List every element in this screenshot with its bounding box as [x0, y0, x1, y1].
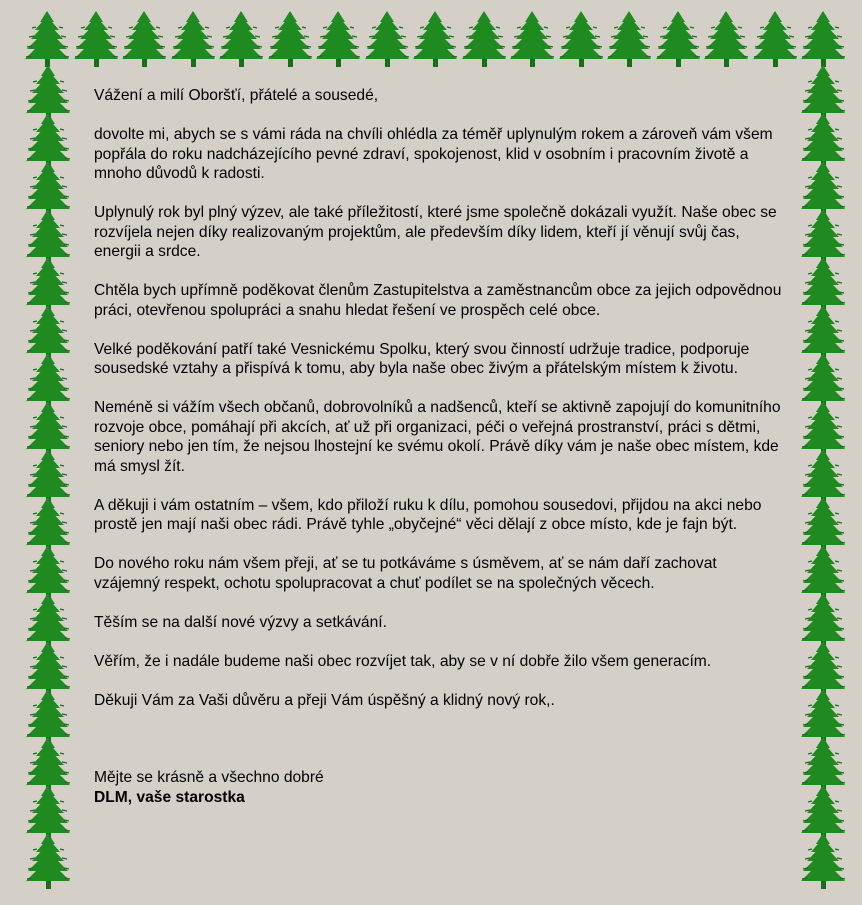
fir-tree-icon: [752, 10, 798, 68]
letter-paragraph: Děkuji Vám za Vaši důvěru a přeji Vám úspěšný a klidný nový rok,.: [94, 691, 555, 709]
letter-paragraph: Do nového roku nám všem přeji, ať se tu potkáváme s úsměvem, ať se nám daří zachovat vzájemný respekt, ochotu spolupracovat a chuť podílet se na společných věcech.: [94, 555, 717, 592]
fir-tree-icon: [121, 10, 167, 68]
fir-tree-icon: [24, 10, 70, 68]
letter-body: [94, 86, 784, 807]
letter-signoff: [94, 768, 784, 807]
fir-tree-icon: [509, 10, 555, 68]
fir-tree-icon: [606, 10, 652, 68]
fir-tree-icon: [25, 832, 71, 890]
letter-paragraph: Těším se na další nové výzvy a setkávání.: [94, 613, 387, 631]
fir-tree-icon: [655, 10, 701, 68]
letter-closing: Mějte se krásně a všechno dobré: [94, 769, 324, 786]
fir-tree-icon: [703, 10, 749, 68]
fir-tree-icon: [364, 10, 410, 68]
letter-greeting: Vážení a milí Oboršťí, přátelé a sousedé,: [94, 87, 379, 104]
letter-paragraph: A děkuji i vám ostatním – všem, kdo přiloží ruku k dílu, pomohou sousedovi, přijdou na akci nebo prostě jen mají naši obec rádi. Právě tyhle „obyčejné“ věci dělají z obce místo, kde je fajn být.: [94, 496, 762, 533]
fir-tree-icon: [218, 10, 264, 68]
fir-tree-icon: [73, 10, 119, 68]
letter-paragraph: Uplynulý rok byl plný výzev, ale také příležitostí, které jsme společně dokázali využít. Naše obec se rozvíjela nejen díky realizovaným projektům, ale především díky lidem, kteří jí věnují svůj čas, energii a srdce.: [94, 204, 777, 260]
letter-paragraph: Neméně si vážím všech občanů, dobrovolníků a nadšenců, kteří se aktivně zapojují do komunitního rozvoje obce, pomáhají při akcích, ať už při organizaci, péči o veřejná prostranství, práci s dětmi, seniory nebo jen tím, že nejsou lhostejní ke svému okolí. Právě díky vám je naše obec místem, kde má smysl žít.: [94, 399, 781, 475]
fir-tree-icon: [170, 10, 216, 68]
letter-signature: DLM, vaše starostka: [94, 788, 245, 806]
fir-tree-icon: [800, 10, 846, 68]
fir-tree-icon: [412, 10, 458, 68]
fir-tree-icon: [267, 10, 313, 68]
letter-paragraph: dovolte mi, abych se s vámi ráda na chvíli ohlédla za téměř uplynulým rokem a zároveň vám všem popřála do roku nadcházejícího pevné zdraví, spokojenost, klid v osobním i pracovním životě a mnoho důvodů k radosti.: [94, 126, 773, 182]
letter-paragraph: Velké poděkování patří také Vesnickému Spolku, který svou činností udržuje tradice, podporuje sousedské vztahy a přispívá k tomu, aby byla naše obec živým a přátelským místem k životu.: [94, 340, 750, 377]
fir-tree-icon: [800, 832, 846, 890]
fir-tree-icon: [461, 10, 507, 68]
letter-paragraph: Chtěla bych upřímně poděkovat členům Zastupitelstva a zaměstnancům obce za jejich odpovědnou práci, otevřenou spolupráci a snahu hledat řešení ve prospěch celé obce.: [94, 282, 782, 319]
fir-tree-icon: [315, 10, 361, 68]
fir-tree-icon: [558, 10, 604, 68]
letter-paragraph: Věřím, že i nadále budeme naši obec rozvíjet tak, aby se v ní dobře žilo všem generacím.: [94, 652, 712, 670]
